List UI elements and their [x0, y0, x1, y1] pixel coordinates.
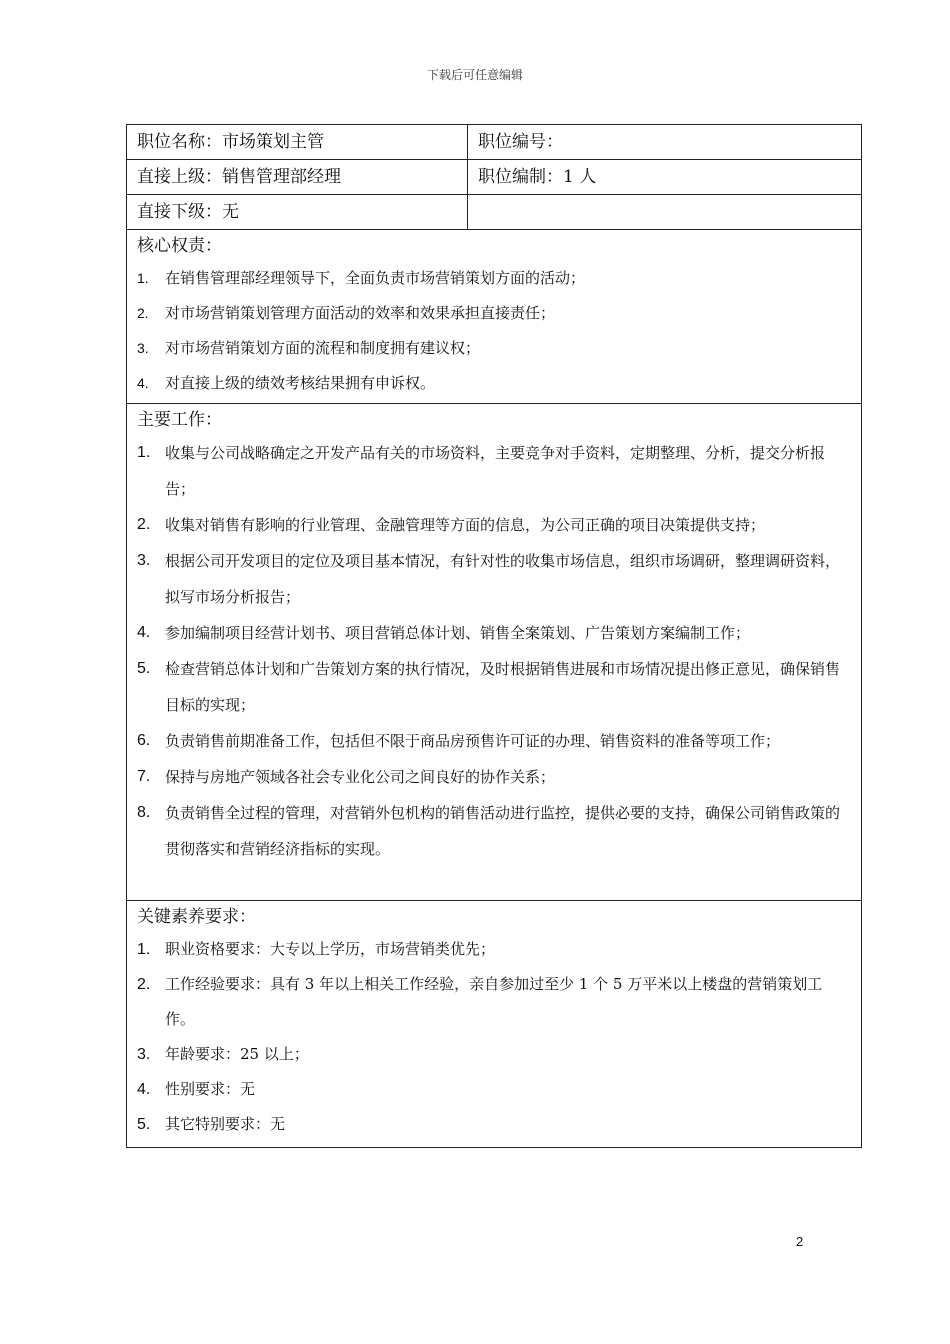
list-num: 3. — [137, 340, 149, 356]
requirements-section — [127, 901, 862, 1148]
list-text: 对直接上级的绩效考核结果拥有申诉权。 — [165, 374, 436, 392]
list-num: 2. — [137, 976, 151, 993]
list-text: 对市场营销策划管理方面活动的效率和效果承担直接责任； — [165, 304, 556, 322]
list-item — [137, 366, 851, 401]
list-item — [137, 967, 851, 1037]
list-num: 6. — [137, 732, 151, 749]
list-item — [137, 1072, 851, 1107]
list-num: 2. — [137, 516, 151, 533]
list-item — [137, 615, 851, 651]
list-text: 负责销售前期准备工作，包括但不限于商品房预售许可证的办理、销售资料的准备等项工作； — [165, 732, 781, 750]
list-item — [137, 296, 851, 331]
list-item — [137, 543, 851, 615]
list-item — [137, 723, 851, 759]
list-num: 5. — [137, 1116, 151, 1133]
core-title: 核心权责： — [137, 236, 222, 256]
list-text: 年龄要求：25 以上； — [165, 1045, 309, 1063]
list-item — [137, 795, 851, 867]
direct-subordinate-cell: 直接下级：无 — [127, 195, 468, 230]
list-num: 5. — [137, 660, 151, 677]
list-text: 在销售管理部经理领导下，全面负责市场营销策划方面的活动； — [165, 269, 586, 287]
list-num: 4. — [137, 1081, 151, 1098]
list-text: 对市场营销策划方面的流程和制度拥有建议权； — [165, 339, 481, 357]
list-num: 8. — [137, 804, 151, 821]
list-num: 7. — [137, 768, 151, 785]
list-text: 根据公司开发项目的定位及项目基本情况，有针对性的收集市场信息，组织市场调研，整理调研资料，拟写市场分析报告； — [165, 552, 841, 606]
list-item — [137, 507, 851, 543]
list-item — [137, 1107, 851, 1142]
list-num: 1. — [137, 941, 151, 958]
list-text: 职业资格要求：大专以上学历，市场营销类优先； — [165, 940, 496, 958]
list-item — [137, 759, 851, 795]
core-responsibilities-section — [127, 230, 862, 404]
list-text: 保持与房地产领域各社会专业化公司之间良好的协作关系； — [165, 768, 556, 786]
list-text: 参加编制项目经营计划书、项目营销总体计划、销售全案策划、广告策划方案编制工作； — [165, 624, 751, 642]
list-num: 1. — [137, 270, 149, 286]
list-text: 检查营销总体计划和广告策划方案的执行情况，及时根据销售进展和市场情况提出修正意见，确保销售目标的实现； — [165, 660, 841, 714]
list-text: 其它特别要求：无 — [165, 1115, 286, 1133]
page-number: 2 — [796, 1234, 804, 1249]
position-code-cell: 职位编号： — [468, 125, 862, 160]
list-item — [137, 261, 851, 296]
list-item — [137, 1037, 851, 1072]
list-text: 性别要求：无 — [165, 1080, 256, 1098]
list-num: 3. — [137, 552, 151, 569]
list-item — [137, 932, 851, 967]
core-list — [137, 261, 851, 401]
list-text: 收集对销售有影响的行业管理、金融管理等方面的信息，为公司正确的项目决策提供支持； — [165, 516, 766, 534]
work-list — [137, 435, 851, 867]
empty-cell — [468, 195, 862, 230]
list-num: 1. — [137, 444, 151, 461]
position-name-cell: 职位名称：市场策划主管 — [127, 125, 468, 160]
list-num: 4. — [137, 624, 151, 641]
header-note: 下载后可任意编辑 — [426, 68, 523, 82]
list-text: 收集与公司战略确定之开发产品有关的市场资料，主要竞争对手资料，定期整理、分析，提交分析报告； — [165, 444, 826, 498]
list-text: 工作经验要求：具有 3 年以上相关工作经验，亲自参加过至少 1 个 5 万平米以上楼盘的营销策划工作。 — [165, 975, 823, 1028]
list-item — [137, 651, 851, 723]
job-description-table — [126, 124, 862, 1148]
headcount-cell: 职位编制：1 人 — [468, 160, 862, 195]
list-num: 2. — [137, 305, 149, 321]
list-num: 4. — [137, 375, 149, 391]
main-work-section — [127, 404, 862, 901]
requirements-list — [137, 932, 851, 1142]
list-item — [137, 435, 851, 507]
list-text: 负责销售全过程的管理，对营销外包机构的销售活动进行监控，提供必要的支持，确保公司销售政策的贯彻落实和营销经济指标的实现。 — [165, 804, 841, 858]
work-title: 主要工作： — [137, 410, 222, 430]
list-num: 3. — [137, 1046, 151, 1063]
direct-superior-cell: 直接上级：销售管理部经理 — [127, 160, 468, 195]
list-item — [137, 331, 851, 366]
requirements-title: 关键素养要求： — [137, 907, 256, 927]
